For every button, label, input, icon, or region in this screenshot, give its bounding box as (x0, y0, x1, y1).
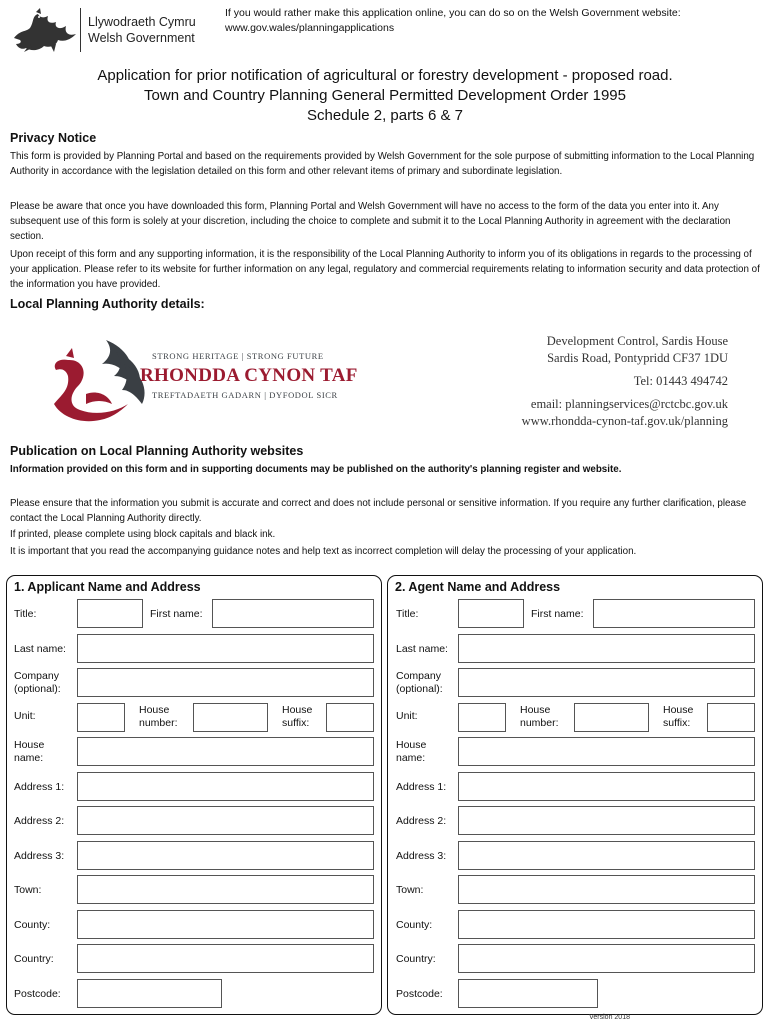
applicant-first-name-label: First name: (150, 608, 203, 620)
agent-first-name-label: First name: (531, 608, 584, 620)
applicant-country-input[interactable] (77, 944, 374, 973)
applicant-town-input[interactable] (77, 875, 374, 904)
form-title (0, 66, 770, 126)
lpa-address-line1: Development Control, Sardis House (546, 334, 728, 348)
agent-house-name-label: House name: (396, 739, 427, 764)
applicant-company-label: Company (optional): (14, 670, 61, 695)
applicant-address1-label: Address 1: (14, 781, 65, 793)
agent-company-label: Company (optional): (396, 670, 443, 695)
rct-tagline: STRONG HERITAGE | STRONG FUTURE (152, 351, 324, 361)
lpa-heading: Local Planning Authority details: (10, 297, 205, 311)
agent-town-label: Town: (396, 884, 424, 896)
version-label: Version 2018 (589, 1014, 630, 1021)
publication-paragraph-2: If printed, please complete using block capitals and black ink. (10, 529, 276, 540)
agent-company-input[interactable] (458, 668, 755, 697)
applicant-county-input[interactable] (77, 910, 374, 939)
form-title-line3: Schedule 2, parts 6 & 7 (307, 107, 463, 124)
agent-house-number-label: House number: (520, 704, 559, 729)
applicant-unit-input[interactable] (77, 703, 125, 732)
applicant-company-input[interactable] (77, 668, 374, 697)
applicant-heading: 1. Applicant Name and Address (14, 580, 201, 594)
lpa-address-line2: Sardis Road, Pontypridd CF37 1DU (547, 351, 728, 365)
agent-county-label: County: (396, 919, 433, 931)
applicant-town-label: Town: (14, 884, 42, 896)
applicant-postcode-input[interactable] (77, 979, 222, 1008)
publication-paragraph-3: It is important that you read the accompanying guidance notes and help text as incorrect completion will delay the processing of your application. (10, 546, 637, 557)
applicant-title-input[interactable] (77, 599, 143, 628)
agent-address3-input[interactable] (458, 841, 755, 870)
lpa-contact (522, 333, 728, 430)
agent-address2-input[interactable] (458, 806, 755, 835)
agent-postcode-label: Postcode: (396, 988, 443, 1000)
publication-paragraph-1: Please ensure that the information you submit is accurate and correct and does not include personal or sensitive information. If you require any further clarification, please contact the Local Planning Authority directly. (10, 498, 747, 524)
agent-county-input[interactable] (458, 910, 755, 939)
online-notice-text: If you would rather make this application online, you can do so on the Welsh Government website: (225, 7, 681, 19)
agent-unit-input[interactable] (458, 703, 506, 732)
agent-postcode-input[interactable] (458, 979, 598, 1008)
privacy-paragraph-1: This form is provided by Planning Portal and based on the requirements provided by Welsh Government for the sole purpose of submitting information to the Local Planning Authority in accordance with the legislation detailed on this form and other relevant items of primary and subordinate legislation. (10, 151, 755, 177)
lpa-website[interactable]: www.rhondda-cynon-taf.gov.uk/planning (521, 414, 728, 428)
welsh-government-logo-text (88, 14, 196, 46)
agent-address2-label: Address 2: (396, 815, 447, 827)
agent-address3-label: Address 3: (396, 850, 447, 862)
lpa-telephone: Tel: 01443 494742 (633, 374, 728, 388)
agent-house-number-input[interactable] (574, 703, 649, 732)
applicant-title-label: Title: (14, 608, 37, 620)
applicant-house-number-input[interactable] (193, 703, 268, 732)
rct-name: RHONDDA CYNON TAF (140, 365, 358, 386)
applicant-house-suffix-label: House suffix: (282, 704, 313, 729)
rct-dragon-logo-icon (46, 334, 150, 428)
agent-house-suffix-input[interactable] (707, 703, 755, 732)
form-title-line2: Town and Country Planning General Permitted Development Order 1995 (144, 87, 626, 104)
agent-country-label: Country: (396, 953, 436, 965)
applicant-address3-input[interactable] (77, 841, 374, 870)
applicant-address2-label: Address 2: (14, 815, 65, 827)
privacy-paragraph-3: Upon receipt of this form and any supporting information, it is the responsibility of the Local Planning Authority to inform you of its obligations in regards to the processing of your application. Please refer to its website for further information on any legal, regulatory and commercial requirements relating to information security and data protection of the information you have provided. (10, 249, 760, 290)
welsh-dragon-icon (10, 8, 82, 54)
applicant-house-name-label: House name: (14, 739, 45, 764)
publication-bold-notice: Information provided on this form and in supporting documents may be published on the authority's planning register and website. (10, 464, 622, 475)
privacy-paragraph-2: Please be aware that once you have downloaded this form, Planning Portal and Welsh Government will have no access to the form of the data you enter into it. Any subsequent use of this form is solely at your discretion, including the choice to complete and submit it to the Local Planning Authority in agreement with the declaration section. (10, 201, 731, 242)
online-notice-link[interactable]: www.gov.wales/planningapplications (225, 22, 395, 34)
publication-heading: Publication on Local Planning Authority websites (10, 444, 304, 458)
applicant-unit-label: Unit: (14, 710, 36, 722)
agent-first-name-input[interactable] (593, 599, 755, 628)
agent-country-input[interactable] (458, 944, 755, 973)
privacy-heading: Privacy Notice (10, 131, 97, 145)
logo-text-welsh: Llywodraeth Cymru (88, 15, 196, 29)
agent-house-name-input[interactable] (458, 737, 755, 766)
form-title-line1: Application for prior notification of agricultural or forestry development - proposed road. (97, 67, 673, 84)
lpa-email[interactable]: email: planningservices@rctcbc.gov.uk (530, 397, 728, 411)
agent-address1-label: Address 1: (396, 781, 447, 793)
logo-divider (80, 8, 81, 52)
agent-heading: 2. Agent Name and Address (395, 580, 561, 594)
applicant-country-label: Country: (14, 953, 54, 965)
agent-title-input[interactable] (458, 599, 524, 628)
applicant-house-number-label: House number: (139, 704, 178, 729)
agent-address1-input[interactable] (458, 772, 755, 801)
logo-text-english: Welsh Government (88, 31, 195, 45)
applicant-postcode-label: Postcode: (14, 988, 61, 1000)
rct-welsh-tagline: TREFTADAETH GADARN | DYFODOL SICR (152, 390, 338, 400)
agent-house-suffix-label: House suffix: (663, 704, 694, 729)
applicant-address2-input[interactable] (77, 806, 374, 835)
applicant-address1-input[interactable] (77, 772, 374, 801)
applicant-last-name-label: Last name: (14, 643, 66, 655)
applicant-address3-label: Address 3: (14, 850, 65, 862)
applicant-first-name-input[interactable] (212, 599, 374, 628)
agent-last-name-input[interactable] (458, 634, 755, 663)
applicant-county-label: County: (14, 919, 51, 931)
agent-title-label: Title: (396, 608, 419, 620)
applicant-house-suffix-input[interactable] (326, 703, 374, 732)
online-notice (225, 6, 681, 36)
applicant-last-name-input[interactable] (77, 634, 374, 663)
applicant-house-name-input[interactable] (77, 737, 374, 766)
agent-last-name-label: Last name: (396, 643, 448, 655)
agent-unit-label: Unit: (396, 710, 418, 722)
agent-town-input[interactable] (458, 875, 755, 904)
